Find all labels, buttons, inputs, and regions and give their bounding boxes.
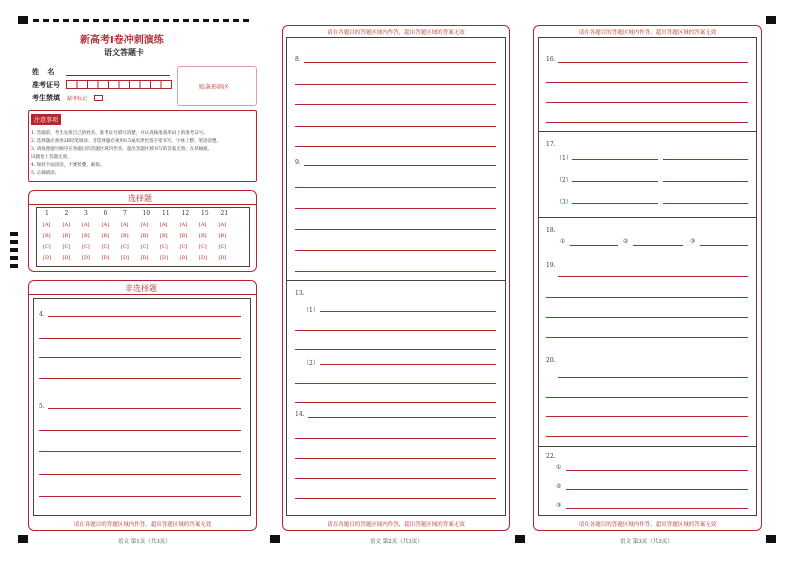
choice-option-bubble[interactable]: [D] — [218, 255, 227, 261]
choice-option-bubble[interactable]: [B] — [199, 233, 207, 239]
choice-option-bubble[interactable]: [A] — [43, 222, 51, 228]
choice-number: 11 — [162, 210, 170, 217]
q22-label: 22. — [546, 453, 556, 460]
q8-line-1[interactable] — [304, 62, 496, 63]
nonchoice-title: 非选择题 — [125, 284, 157, 293]
q17-2-line-a[interactable] — [572, 181, 658, 182]
choice-option-bubble[interactable]: [A] — [101, 222, 110, 228]
q14-line-1[interactable] — [308, 417, 496, 418]
q8-line-5[interactable] — [295, 146, 496, 147]
q18-label: 18. — [546, 227, 556, 234]
choice-title-rule — [28, 204, 257, 205]
panel2-divider — [286, 280, 506, 281]
choice-option-bubble[interactable]: [C] — [101, 244, 110, 250]
choice-option-bubble[interactable]: [C] — [62, 244, 71, 250]
notice-item-5: 4. 保持卡面清洁，不要折叠、破损。 — [31, 163, 105, 168]
q18-c3-line[interactable] — [700, 245, 748, 246]
corner-mark-bottom-mid2 — [515, 535, 525, 543]
choice-number: 2 — [64, 210, 69, 217]
choice-option-bubble[interactable]: [C] — [218, 244, 227, 250]
q13-1-line-1[interactable] — [320, 311, 496, 312]
choice-option-bubble[interactable]: [A] — [179, 222, 188, 228]
q9-line-1[interactable] — [304, 165, 496, 166]
timing-ticks-left — [10, 232, 18, 270]
choice-option-bubble[interactable]: [D] — [62, 255, 71, 261]
choice-grid-inner — [36, 207, 250, 267]
panel2-inner — [286, 37, 506, 516]
choice-option-bubble[interactable]: [A] — [199, 222, 207, 228]
q17-3-line-b[interactable] — [663, 203, 748, 204]
choice-option-bubble[interactable]: [B] — [218, 233, 227, 239]
q20-label: 20. — [546, 357, 556, 364]
q14-line-4[interactable] — [295, 478, 496, 479]
q14-label: 14. — [295, 411, 305, 418]
panel3-divider-3 — [538, 446, 757, 447]
q20-line-3[interactable] — [546, 416, 748, 417]
q20-line-1[interactable] — [558, 377, 748, 378]
q22-line-1[interactable] — [566, 470, 748, 471]
notice-item-1: 1. 答题前，考生先将自己的姓名、准考证号填写清楚，并认真核准条形码上的准考证号。 — [31, 131, 208, 136]
notice-item-4: 试题卷上答题无效。 — [31, 155, 72, 160]
q4-line-4[interactable] — [39, 378, 241, 379]
choice-option-bubble[interactable]: [B] — [62, 233, 71, 239]
panel3-warning-top: 请在各题目的答题区域内作答，超出答题区域的答案无效 — [578, 30, 717, 36]
q17-label: 17. — [546, 141, 556, 148]
choice-option-bubble[interactable]: [B] — [160, 233, 168, 239]
q4-line-3[interactable] — [39, 357, 241, 358]
panel2-footer: 语文 第2页（共3页） — [370, 539, 423, 545]
panel3-divider-1 — [538, 131, 757, 132]
panel3-divider-2 — [538, 217, 757, 218]
q5-line-4[interactable] — [39, 474, 241, 475]
q8-line-4[interactable] — [295, 126, 496, 127]
q17-3-label: （3） — [556, 199, 572, 206]
page-title: 新高考Ⅰ卷冲刺演练 — [80, 35, 164, 46]
q13-1-line-3[interactable] — [295, 349, 496, 350]
q8-line-3[interactable] — [295, 104, 496, 105]
q14-line-2[interactable] — [295, 438, 496, 439]
q13-1-label: （1） — [303, 307, 319, 314]
choice-option-bubble[interactable]: [D] — [101, 255, 110, 261]
page-subtitle: 语文答题卡 — [104, 48, 144, 57]
choice-option-bubble[interactable]: [B] — [179, 233, 188, 239]
panel3-footer: 语文 第3页（共3页） — [620, 539, 673, 545]
choice-number: 15 — [201, 210, 209, 217]
notice-item-6: 5. 正确填涂。 — [31, 171, 60, 176]
q16-line-3[interactable] — [546, 102, 748, 103]
choice-option-bubble[interactable]: [D] — [179, 255, 188, 261]
q19-line-4[interactable] — [546, 337, 748, 338]
choice-option-bubble[interactable]: [C] — [179, 244, 188, 250]
choice-option-bubble[interactable]: [C] — [199, 244, 207, 250]
q4-line-2[interactable] — [39, 338, 241, 339]
panel2-warning-top: 请在各题目的答题区域内作答，超出答题区域的答案无效 — [327, 30, 465, 36]
q4-label: 4. — [39, 311, 45, 318]
q9-line-2[interactable] — [295, 187, 496, 188]
choice-option-bubble[interactable]: [D] — [43, 255, 51, 261]
choice-option-bubble[interactable]: [B] — [43, 233, 51, 239]
panel3-warning-bottom: 请在各题目的答题区域内作答，超出答题区域的答案无效 — [578, 522, 717, 528]
q18-c2-line[interactable] — [633, 245, 683, 246]
notice-item-2: 2. 选择题必须用2B铅笔填涂；非选择题必须用0.5毫米黑色签字笔书写，字体工整、笔迹清楚。 — [31, 139, 222, 144]
choice-title: 选择题 — [128, 194, 152, 203]
q9-line-6[interactable] — [295, 271, 496, 272]
q22-line-2[interactable] — [566, 489, 748, 490]
corner-mark-bottom-left — [18, 535, 28, 543]
q18-c3: ③ — [690, 238, 696, 245]
status-label: 考生禁填 — [32, 93, 60, 102]
choice-option-bubble[interactable]: [A] — [160, 222, 168, 228]
choice-option-bubble[interactable]: [A] — [82, 222, 90, 228]
q4-line-1[interactable] — [48, 316, 241, 317]
corner-mark-bottom-right — [766, 535, 776, 543]
q18-c2: ② — [623, 238, 629, 245]
absent-checkbox[interactable] — [94, 95, 103, 101]
nonchoice-title-rule — [28, 294, 257, 295]
q5-line-1[interactable] — [48, 408, 241, 409]
q5-line-3[interactable] — [39, 451, 241, 452]
choice-option-bubble[interactable]: [B] — [101, 233, 110, 239]
choice-number: 6 — [103, 210, 108, 217]
panel1-warning: 请在各题目的答题区域内作答，超出答题区域的答案无效 — [73, 522, 212, 528]
q18-c1-line[interactable] — [570, 245, 618, 246]
choice-option-bubble[interactable]: [A] — [121, 222, 129, 228]
q13-2-label: （2） — [303, 360, 319, 367]
q22-line-3[interactable] — [566, 508, 748, 509]
corner-mark-top-left — [18, 16, 28, 24]
ticket-label: 准考证号 — [32, 80, 60, 89]
choice-option-bubble[interactable]: [C] — [140, 244, 149, 250]
q17-3-line-a[interactable] — [572, 203, 658, 204]
q5-line-5[interactable] — [39, 496, 241, 497]
q17-1-line-b[interactable] — [663, 159, 748, 160]
notice-title: 注意事项 — [31, 114, 61, 125]
choice-option-bubble[interactable]: [D] — [140, 255, 149, 261]
choice-option-bubble[interactable]: [D] — [82, 255, 90, 261]
q19-label: 19. — [546, 262, 556, 269]
q9-line-4[interactable] — [295, 229, 496, 230]
q9-label: 9. — [295, 159, 301, 166]
q19-line-3[interactable] — [546, 317, 748, 318]
q16-line-1[interactable] — [558, 62, 748, 63]
q13-2-line-1[interactable] — [320, 364, 496, 365]
q17-1-line-a[interactable] — [572, 159, 658, 160]
name-field[interactable] — [66, 75, 170, 76]
q20-line-2[interactable] — [546, 397, 748, 398]
q13-label: 13. — [295, 290, 305, 297]
q17-2-label: （2） — [556, 177, 572, 184]
choice-number: 12 — [181, 210, 190, 217]
q16-line-2[interactable] — [546, 82, 748, 83]
q9-line-3[interactable] — [295, 208, 496, 209]
ticket-number-boxes[interactable] — [66, 80, 172, 89]
choice-option-bubble[interactable]: [A] — [62, 222, 71, 228]
q19-line-1[interactable] — [558, 276, 748, 277]
panel1-footer: 语文 第1页（共3页） — [118, 539, 171, 545]
notice-item-3: 3. 请按照题号顺序在各题目的答题区域内作答，超出答题区域书写的答案无效；在草稿纸、 — [31, 147, 213, 152]
q8-line-2[interactable] — [295, 84, 496, 85]
nonchoice-inner — [33, 298, 251, 516]
choice-option-bubble[interactable]: [C] — [160, 244, 168, 250]
q22-c3: ③ — [556, 502, 562, 509]
choice-option-bubble[interactable]: [C] — [43, 244, 51, 250]
choice-option-bubble[interactable]: [D] — [199, 255, 207, 261]
timing-dashes — [33, 19, 253, 22]
corner-mark-top-right — [766, 16, 776, 24]
corner-mark-bottom-mid — [270, 535, 280, 543]
q16-label: 16. — [546, 56, 556, 63]
choice-number: 3 — [84, 210, 88, 217]
q9-line-5[interactable] — [295, 250, 496, 251]
q5-label: 5. — [39, 403, 45, 410]
choice-number: 7 — [123, 210, 127, 217]
q14-line-5[interactable] — [295, 498, 496, 499]
q18-c1: ① — [560, 238, 566, 245]
choice-number: 21 — [220, 210, 229, 217]
choice-option-bubble[interactable]: [D] — [121, 255, 129, 261]
q17-1-label: （1） — [556, 155, 572, 162]
q14-line-3[interactable] — [295, 458, 496, 459]
choice-option-bubble[interactable]: [C] — [82, 244, 90, 250]
choice-number: 1 — [45, 210, 49, 217]
q22-c2: ② — [556, 483, 562, 490]
choice-option-bubble[interactable]: [C] — [121, 244, 129, 250]
q13-1-line-2[interactable] — [295, 330, 496, 331]
choice-option-bubble[interactable]: [A] — [218, 222, 227, 228]
q5-line-2[interactable] — [39, 430, 241, 431]
panel2-warning-bottom: 请在各题目的答题区域内作答，超出答题区域的答案无效 — [327, 522, 465, 528]
choice-option-bubble[interactable]: [A] — [140, 222, 149, 228]
choice-number: 10 — [142, 210, 151, 217]
absent-label: 缺考标记 — [67, 96, 88, 102]
choice-option-bubble[interactable]: [B] — [82, 233, 90, 239]
q8-label: 8. — [295, 56, 301, 63]
barcode-label: 贴条形码区 — [199, 84, 230, 91]
q20-line-4[interactable] — [546, 436, 748, 437]
choice-option-bubble[interactable]: [B] — [140, 233, 149, 239]
q13-2-line-3[interactable] — [295, 402, 496, 403]
q17-2-line-b[interactable] — [663, 181, 748, 182]
choice-option-bubble[interactable]: [B] — [121, 233, 129, 239]
choice-option-bubble[interactable]: [D] — [160, 255, 168, 261]
q13-2-line-2[interactable] — [295, 383, 496, 384]
q19-line-2[interactable] — [546, 297, 748, 298]
q22-c1: ① — [556, 464, 562, 471]
name-label: 姓 名 — [32, 67, 55, 76]
q16-line-4[interactable] — [546, 122, 748, 123]
